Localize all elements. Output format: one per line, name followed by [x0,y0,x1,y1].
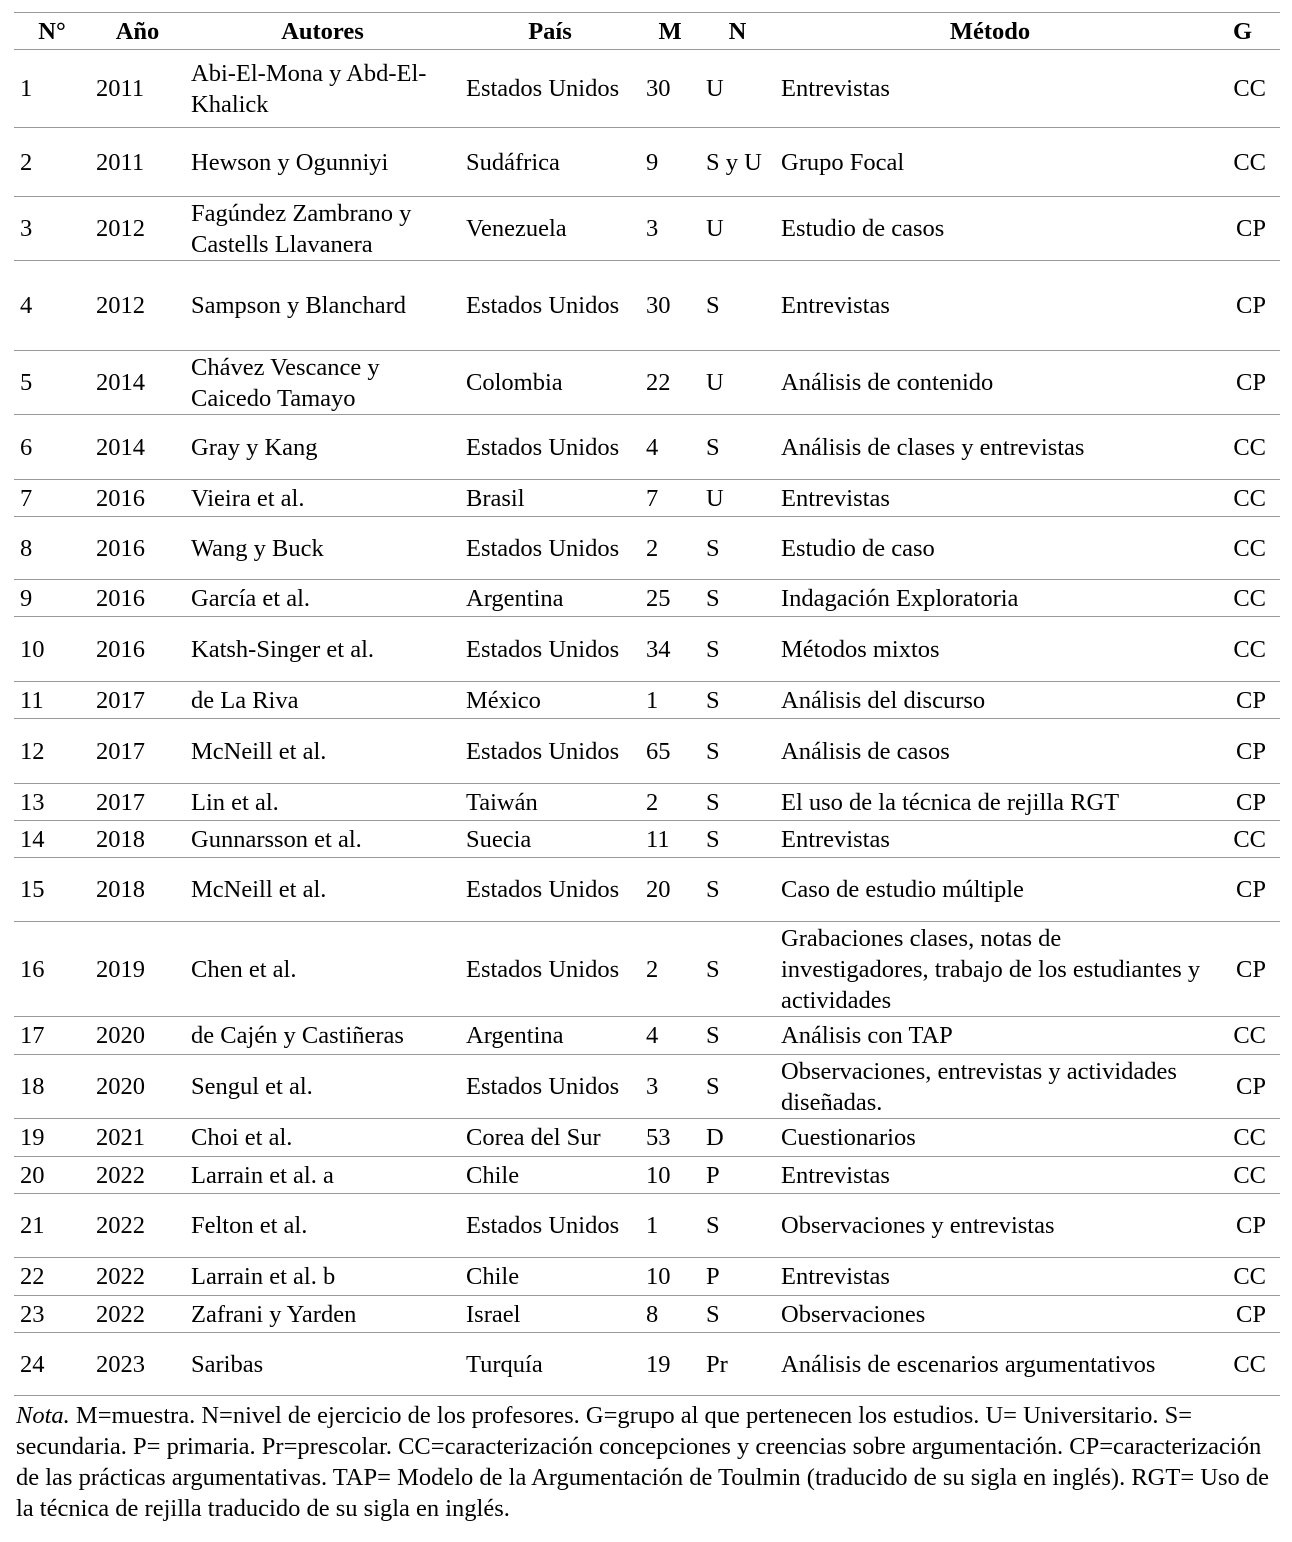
cell-group: CC [1205,517,1280,580]
cell-number: 11 [14,682,90,719]
cell-authors: Larrain et al. a [185,1157,460,1194]
cell-method: Indagación Exploratoria [775,580,1205,617]
cell-level: D [700,1119,775,1157]
cell-year: 2022 [90,1296,185,1333]
cell-authors: Choi et al. [185,1119,460,1157]
cell-group: CP [1205,682,1280,719]
cell-country: Estados Unidos [460,261,640,351]
cell-number: 12 [14,719,90,784]
cell-sample: 25 [640,580,700,617]
cell-number: 21 [14,1194,90,1258]
cell-group: CC [1205,580,1280,617]
cell-country: Colombia [460,351,640,415]
header-level: N [700,13,775,50]
cell-method: Entrevistas [775,1258,1205,1296]
cell-level: P [700,1258,775,1296]
cell-group: CC [1205,415,1280,480]
cell-sample: 19 [640,1333,700,1396]
cell-method: Observaciones [775,1296,1205,1333]
cell-method: Análisis de escenarios argumentativos [775,1333,1205,1396]
cell-method: Análisis de contenido [775,351,1205,415]
cell-country: Estados Unidos [460,50,640,128]
cell-level: S [700,580,775,617]
cell-number: 18 [14,1055,90,1119]
cell-method: Entrevistas [775,821,1205,858]
cell-level: S [700,415,775,480]
cell-group: CP [1205,1296,1280,1333]
cell-sample: 10 [640,1157,700,1194]
cell-sample: 20 [640,858,700,922]
cell-number: 5 [14,351,90,415]
cell-sample: 8 [640,1296,700,1333]
table-row [14,1157,1280,1194]
cell-country: Chile [460,1258,640,1296]
table-row [14,922,1280,1017]
table-note [14,1400,1280,1524]
table-row [14,1055,1280,1119]
cell-level: S [700,858,775,922]
cell-method: Entrevistas [775,480,1205,517]
cell-authors: McNeill et al. [185,858,460,922]
cell-level: S [700,784,775,821]
cell-country: Estados Unidos [460,1194,640,1258]
header-sample: M [640,13,700,50]
cell-year: 2022 [90,1258,185,1296]
cell-sample: 1 [640,682,700,719]
cell-number: 15 [14,858,90,922]
studies-table [14,12,1280,1396]
table-row [14,1017,1280,1055]
cell-authors: Katsh-Singer et al. [185,617,460,682]
table-row [14,480,1280,517]
cell-method: Entrevistas [775,261,1205,351]
table-row [14,1333,1280,1396]
cell-year: 2016 [90,617,185,682]
cell-sample: 10 [640,1258,700,1296]
cell-authors: McNeill et al. [185,719,460,784]
cell-sample: 4 [640,415,700,480]
cell-group: CC [1205,50,1280,128]
cell-method: Análisis del discurso [775,682,1205,719]
table-row [14,784,1280,821]
cell-level: S [700,821,775,858]
table-row [14,617,1280,682]
cell-method: Observaciones, entrevistas y actividades diseñadas. [775,1055,1205,1119]
cell-method: Cuestionarios [775,1119,1205,1157]
cell-method: Caso de estudio múltiple [775,858,1205,922]
cell-level: U [700,197,775,261]
cell-method: Análisis con TAP [775,1017,1205,1055]
table-row [14,351,1280,415]
cell-group: CP [1205,261,1280,351]
table-row [14,858,1280,922]
cell-number: 1 [14,50,90,128]
cell-group: CP [1205,1194,1280,1258]
table-row [14,719,1280,784]
cell-group: CC [1205,1017,1280,1055]
cell-year: 2017 [90,682,185,719]
cell-level: S [700,1055,775,1119]
cell-year: 2016 [90,580,185,617]
cell-number: 4 [14,261,90,351]
cell-number: 24 [14,1333,90,1396]
table-row [14,821,1280,858]
cell-country: Argentina [460,580,640,617]
cell-country: Estados Unidos [460,858,640,922]
cell-authors: Chen et al. [185,922,460,1017]
cell-method: Grupo Focal [775,128,1205,197]
cell-level: U [700,50,775,128]
cell-sample: 30 [640,50,700,128]
table-row [14,1296,1280,1333]
cell-year: 2023 [90,1333,185,1396]
cell-number: 14 [14,821,90,858]
cell-level: S [700,1017,775,1055]
cell-number: 16 [14,922,90,1017]
cell-sample: 34 [640,617,700,682]
cell-country: Turquía [460,1333,640,1396]
cell-authors: Gunnarsson et al. [185,821,460,858]
cell-number: 6 [14,415,90,480]
cell-year: 2020 [90,1017,185,1055]
cell-year: 2011 [90,128,185,197]
cell-sample: 2 [640,517,700,580]
header-country: País [460,13,640,50]
cell-country: Taiwán [460,784,640,821]
cell-authors: Saribas [185,1333,460,1396]
table-row [14,128,1280,197]
cell-group: CC [1205,128,1280,197]
cell-sample: 11 [640,821,700,858]
cell-group: CC [1205,1258,1280,1296]
cell-level: S [700,617,775,682]
cell-year: 2020 [90,1055,185,1119]
cell-sample: 9 [640,128,700,197]
cell-level: S [700,1194,775,1258]
cell-method: Observaciones y entrevistas [775,1194,1205,1258]
cell-country: Brasil [460,480,640,517]
cell-authors: Lin et al. [185,784,460,821]
cell-year: 2022 [90,1157,185,1194]
cell-method: Análisis de casos [775,719,1205,784]
cell-year: 2012 [90,197,185,261]
cell-number: 2 [14,128,90,197]
table-header-row [14,13,1280,50]
cell-sample: 3 [640,197,700,261]
table-body [14,50,1280,1396]
cell-method: Análisis de clases y entrevistas [775,415,1205,480]
cell-level: U [700,351,775,415]
cell-authors: Gray y Kang [185,415,460,480]
cell-sample: 4 [640,1017,700,1055]
cell-sample: 3 [640,1055,700,1119]
cell-authors: Felton et al. [185,1194,460,1258]
cell-method: Entrevistas [775,50,1205,128]
cell-year: 2011 [90,50,185,128]
cell-year: 2017 [90,784,185,821]
table-row [14,50,1280,128]
cell-year: 2018 [90,858,185,922]
cell-authors: Sengul et al. [185,1055,460,1119]
cell-country: Chile [460,1157,640,1194]
cell-country: Estados Unidos [460,617,640,682]
cell-number: 17 [14,1017,90,1055]
cell-authors: Wang y Buck [185,517,460,580]
cell-year: 2022 [90,1194,185,1258]
cell-authors: de La Riva [185,682,460,719]
cell-year: 2017 [90,719,185,784]
cell-country: Estados Unidos [460,415,640,480]
cell-year: 2018 [90,821,185,858]
cell-authors: Vieira et al. [185,480,460,517]
cell-level: S [700,719,775,784]
note-text: M=muestra. N=nivel de ejercicio de los profesores. G=grupo al que pertenecen los estudios. U= Universitario. S= secundaria. P= primaria. Pr=prescolar. CC=caracterización concepciones y creencias sobre argumentación. CP=caracterización de las prácticas argumentativas. TAP= Modelo de la Argumentación de Toulmin (traducido de su sigla en inglés). RGT= Uso de la técnica de rejilla traducido de su sigla en inglés. [16,1402,1270,1522]
cell-level: U [700,480,775,517]
cell-year: 2016 [90,517,185,580]
cell-country: Israel [460,1296,640,1333]
cell-authors: Larrain et al. b [185,1258,460,1296]
cell-group: CC [1205,821,1280,858]
cell-year: 2014 [90,351,185,415]
cell-level: S [700,1296,775,1333]
cell-year: 2014 [90,415,185,480]
cell-year: 2016 [90,480,185,517]
cell-group: CP [1205,1055,1280,1119]
cell-number: 20 [14,1157,90,1194]
header-authors: Autores [185,13,460,50]
header-number: N° [14,13,90,50]
note-label: Nota. [16,1402,70,1429]
cell-year: 2021 [90,1119,185,1157]
cell-number: 23 [14,1296,90,1333]
cell-group: CP [1205,922,1280,1017]
cell-method: Entrevistas [775,1157,1205,1194]
cell-method: Estudio de casos [775,197,1205,261]
table-row [14,261,1280,351]
cell-level: S [700,922,775,1017]
cell-number: 19 [14,1119,90,1157]
table-row [14,1258,1280,1296]
cell-country: Argentina [460,1017,640,1055]
cell-country: Estados Unidos [460,922,640,1017]
cell-number: 8 [14,517,90,580]
cell-authors: García et al. [185,580,460,617]
cell-group: CC [1205,1119,1280,1157]
cell-number: 22 [14,1258,90,1296]
cell-sample: 22 [640,351,700,415]
cell-method: Métodos mixtos [775,617,1205,682]
studies-table-container [14,12,1280,1524]
header-method: Método [775,13,1205,50]
cell-level: Pr [700,1333,775,1396]
cell-year: 2019 [90,922,185,1017]
cell-sample: 65 [640,719,700,784]
cell-sample: 2 [640,922,700,1017]
table-row [14,580,1280,617]
table-row [14,682,1280,719]
cell-level: S y U [700,128,775,197]
cell-authors: Hewson y Ogunniyi [185,128,460,197]
cell-authors: Fagúndez Zambrano y Castells Llavanera [185,197,460,261]
table-row [14,517,1280,580]
cell-group: CC [1205,480,1280,517]
cell-level: S [700,261,775,351]
cell-level: S [700,517,775,580]
cell-authors: Zafrani y Yarden [185,1296,460,1333]
cell-country: Corea del Sur [460,1119,640,1157]
cell-number: 10 [14,617,90,682]
cell-method: Estudio de caso [775,517,1205,580]
table-row [14,415,1280,480]
cell-sample: 53 [640,1119,700,1157]
cell-country: Venezuela [460,197,640,261]
cell-group: CP [1205,719,1280,784]
cell-group: CP [1205,197,1280,261]
cell-level: S [700,682,775,719]
cell-number: 7 [14,480,90,517]
cell-year: 2012 [90,261,185,351]
cell-country: Suecia [460,821,640,858]
cell-authors: de Cajén y Castiñeras [185,1017,460,1055]
cell-number: 13 [14,784,90,821]
header-group: G [1205,13,1280,50]
cell-country: México [460,682,640,719]
cell-method: El uso de la técnica de rejilla RGT [775,784,1205,821]
cell-country: Estados Unidos [460,1055,640,1119]
cell-method: Grabaciones clases, notas de investigadores, trabajo de los estudiantes y actividades [775,922,1205,1017]
table-row [14,1119,1280,1157]
cell-country: Estados Unidos [460,719,640,784]
cell-level: P [700,1157,775,1194]
cell-authors: Sampson y Blanchard [185,261,460,351]
cell-number: 9 [14,580,90,617]
cell-sample: 30 [640,261,700,351]
header-year: Año [90,13,185,50]
cell-group: CC [1205,617,1280,682]
cell-group: CP [1205,858,1280,922]
cell-country: Estados Unidos [460,517,640,580]
cell-country: Sudáfrica [460,128,640,197]
cell-authors: Chávez Vescance y Caicedo Tamayo [185,351,460,415]
cell-sample: 1 [640,1194,700,1258]
table-row [14,197,1280,261]
cell-group: CC [1205,1157,1280,1194]
cell-group: CP [1205,784,1280,821]
table-row [14,1194,1280,1258]
cell-group: CP [1205,351,1280,415]
cell-group: CC [1205,1333,1280,1396]
cell-authors: Abi-El-Mona y Abd-El-Khalick [185,50,460,128]
cell-sample: 7 [640,480,700,517]
cell-number: 3 [14,197,90,261]
cell-sample: 2 [640,784,700,821]
